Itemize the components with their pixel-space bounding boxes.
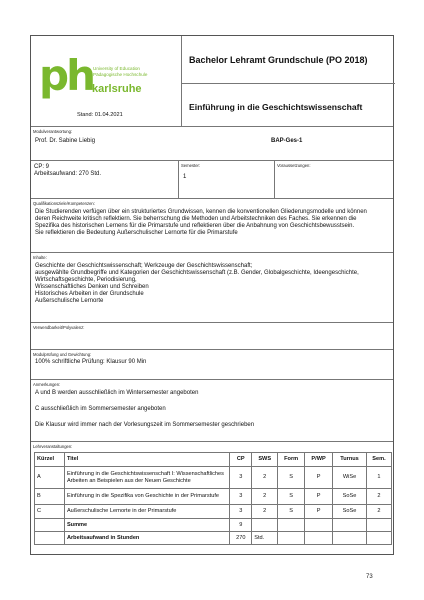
cell-turnus: SoSe [333, 489, 367, 505]
anmerkung-line-1: A und B werden ausschließlich im Wintersemester angeboten [35, 390, 199, 396]
inhalte-line-5: Historisches Arbeiten in der Grundschule [35, 291, 144, 297]
cell-turnus: WiSe [333, 467, 367, 489]
cell-titel: Außerschulische Lernorte in der Primarstufe [64, 505, 229, 519]
pruefung-value: 100% schriftliche Prüfung: Klausur 90 Min [35, 359, 147, 365]
cp-divider-2 [274, 160, 275, 198]
table-header-row [35, 453, 392, 467]
courses-table [34, 452, 392, 545]
cell-sws: 2 [252, 505, 278, 519]
logo-line-2: Pädagogische Hochschule [93, 72, 148, 77]
cell-sem: 2 [366, 489, 391, 505]
module-code: BAP-Ges-1 [271, 138, 303, 144]
label-modulpruefung: Modulprüfung und Gewichtung: [33, 352, 92, 357]
aufwand-empty-cell [35, 532, 65, 545]
label-voraussetzungen: Voraussetzungen: [277, 163, 311, 168]
header-sws: SWS [252, 453, 278, 467]
summe-cp: 9 [230, 519, 252, 532]
cell-cp: 3 [230, 505, 252, 519]
label-semester: Semester: [181, 163, 201, 168]
logo-line-1: University of Education [93, 66, 140, 71]
aufwand-value: 270 [230, 532, 252, 545]
rule-2 [31, 160, 393, 161]
aufwand-label: Arbeitsaufwand in Stunden [64, 532, 229, 545]
stand-date: Stand: 01.04.2021 [77, 112, 123, 118]
rule-7 [31, 379, 393, 380]
header-divider [181, 36, 182, 126]
logo-ph-mark: ph [39, 51, 93, 100]
rule-5 [31, 322, 393, 323]
label-modulverantwortung: Modulverantwortung: [33, 129, 73, 134]
label-qualifikationsziele: Qualifikationsziele/Kompetenzen: [33, 201, 95, 206]
empty-cell [305, 519, 333, 532]
cell-form: S [278, 489, 305, 505]
page-number: 73 [366, 574, 373, 580]
rule-4 [31, 252, 393, 253]
aufwand-row [35, 532, 392, 545]
empty-cell [252, 519, 278, 532]
rule-3 [31, 198, 393, 199]
qualifikation-line-2: deren Reichweite kritisch reflektiern. Sie beherrschung die Methoden und Arbeitstechniken des Faches. Sie erkennen die [35, 216, 357, 222]
empty-cell [366, 519, 391, 532]
aufwand-unit: Std. [252, 532, 278, 545]
cell-pwp: P [305, 489, 333, 505]
header-pwp: P/WP [305, 453, 333, 467]
cell-cp: 3 [230, 489, 252, 505]
header-mid-rule [181, 83, 395, 84]
module-frame [30, 35, 394, 555]
table-row [35, 467, 392, 489]
modulverantwortung-value: Prof. Dr. Sabine Liebig [35, 138, 96, 144]
cp-value: CP: 9 [34, 164, 50, 170]
empty-cell [333, 532, 367, 545]
module-title: Einführung in die Geschichtswissenschaft [189, 102, 363, 112]
header-form: Form [278, 453, 305, 467]
cell-kuerzel: A [35, 467, 65, 489]
empty-cell [278, 519, 305, 532]
empty-cell [333, 519, 367, 532]
summe-empty-cell [35, 519, 65, 532]
cell-form: S [278, 505, 305, 519]
header-kuerzel: Kürzel [35, 453, 65, 467]
cell-pwp: P [305, 467, 333, 489]
qualifikation-line-3: Spezifika des historischen Lernens für die Primarstufe und reflektieren über die Anbahnung von Geschichtsbewusstsein. [35, 223, 355, 229]
empty-cell [278, 532, 305, 545]
summe-label: Summe [64, 519, 229, 532]
cell-sem: 1 [366, 467, 391, 489]
inhalte-line-6: Außerschulische Lernorte [35, 298, 104, 304]
inhalte-line-1: Geschichte der Geschichtswissenschaft; Werkzeuge der Geschichtswissenschaft; [35, 263, 253, 269]
empty-cell [366, 532, 391, 545]
cp-divider-1 [178, 160, 179, 198]
cell-cp: 3 [230, 467, 252, 489]
anmerkung-line-2: C ausschließlich im Sommersemester angeboten [35, 406, 166, 412]
rule-1 [31, 126, 393, 127]
summe-row [35, 519, 392, 532]
label-verwendbarkeit: Verwendbarkeit/Polyvalenz: [33, 325, 85, 330]
table-row [35, 489, 392, 505]
header-cp: CP [230, 453, 252, 467]
header-turnus: Turnus [333, 453, 367, 467]
cell-form: S [278, 467, 305, 489]
qualifikation-line-4: Sie reflektieren die Bedeutung Außerschulischer Lernorte für die Primarstufe [35, 230, 238, 236]
cell-pwp: P [305, 505, 333, 519]
cell-turnus: SoSe [333, 505, 367, 519]
label-anmerkungen: Anmerkungen: [33, 382, 61, 387]
cell-kuerzel: C [35, 505, 65, 519]
label-lehrveranstaltungen: Lehrveranstaltungen: [33, 444, 73, 449]
cell-sws: 2 [252, 467, 278, 489]
qualifikation-line-1: Die Studierenden verfügen über ein strukturiertes Grundwissen, kennen die konventionellen Gliederungsmodelle und können [35, 209, 367, 215]
rule-6 [31, 349, 393, 350]
cell-sem: 2 [366, 505, 391, 519]
semester-value: 1 [183, 174, 187, 180]
table-row [35, 505, 392, 519]
cell-sws: 2 [252, 489, 278, 505]
inhalte-line-4: Wissenschaftliches Denken und Schreiben [35, 284, 149, 290]
logo-area [31, 36, 181, 126]
header-titel: Titel [64, 453, 229, 467]
header-sem: Sem. [366, 453, 391, 467]
cell-titel: Einführung in die Geschichtswissenschaft I: Wissenschaftliches Arbeiten an Beispielen aus der Neuen Geschichte [64, 467, 229, 489]
cell-titel: Einführung in die Spezifika von Geschichte in der Primarstufe [64, 489, 229, 505]
logo-city: karlsruhe [92, 83, 142, 95]
anmerkung-line-3: Die Klausur wird immer nach der Vorlesungszeit im Sommersemester geschrieben [35, 422, 255, 428]
inhalte-line-2: ausgewählte Grundbegriffe und Kategorien der Geschichtswissenschaft (z.B. Gender, Globalgeschichte, Ideengeschichte, [35, 270, 359, 276]
rule-8 [31, 441, 393, 442]
empty-cell [305, 532, 333, 545]
program-title: Bachelor Lehramt Grundschule (PO 2018) [189, 55, 368, 65]
arbeitsaufwand-value: Arbeitsaufwand: 270 Std. [34, 171, 102, 177]
label-inhalte: Inhalte: [33, 255, 47, 260]
cell-kuerzel: B [35, 489, 65, 505]
inhalte-line-3: Wirtschaftsgeschichte, Periodisierung, [35, 277, 137, 283]
